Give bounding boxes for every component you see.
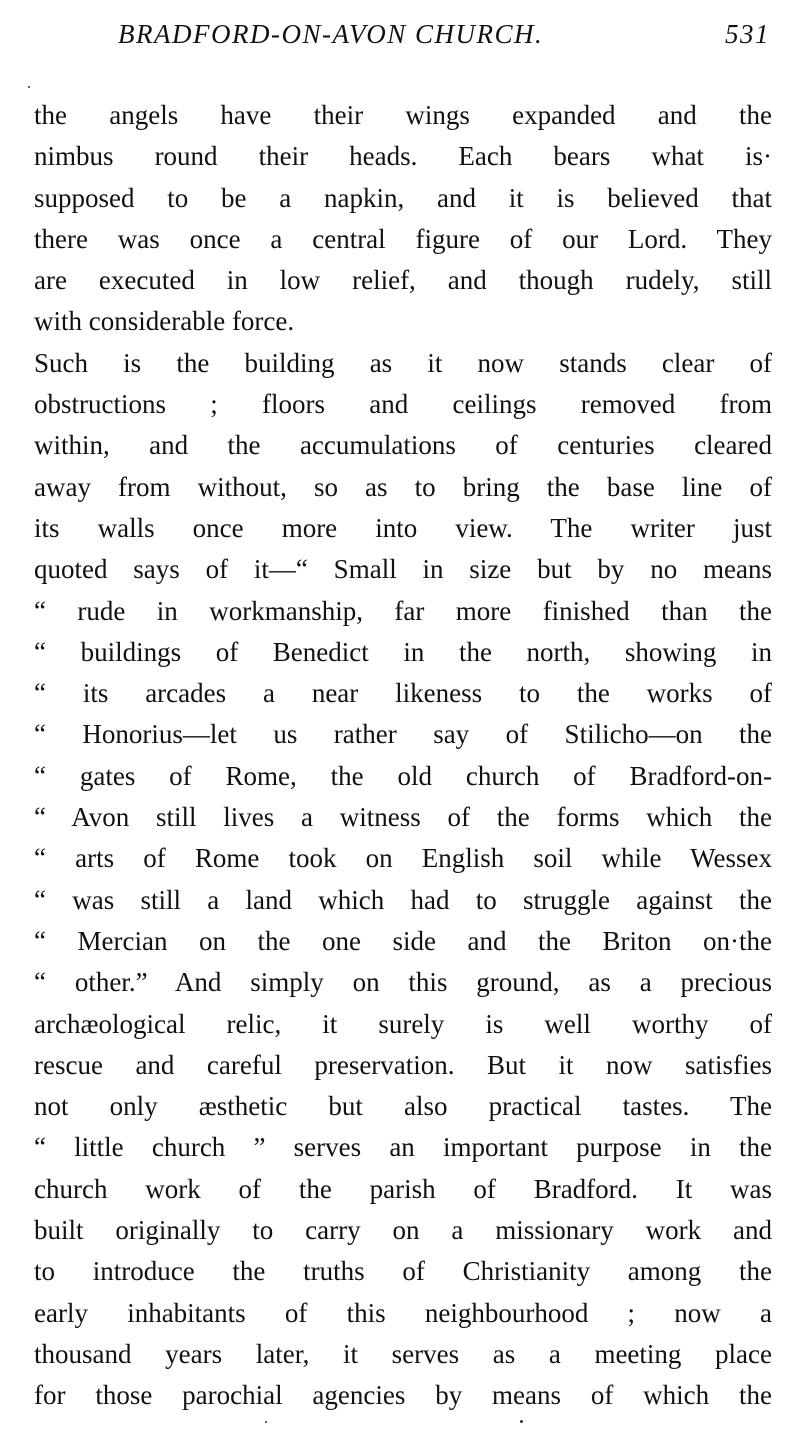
text-line: are executed in low relief, and though rudely, still (34, 265, 772, 296)
text-line: “ buildings of Benedict in the north, showing in (34, 636, 772, 667)
text-line: to introduce the truths of Christianity among the (34, 1256, 772, 1287)
text-line: “ was still a land which had to struggle against the (34, 884, 772, 915)
text-line: “ gates of Rome, the old church of Bradford-on- (34, 760, 772, 791)
text-line: the angels have their wings expanded and the (34, 100, 772, 130)
text-line: rescue and careful preservation. But it now satisfies (34, 1049, 772, 1080)
text-line: church work of the parish of Bradford. It was (34, 1173, 772, 1204)
text-line: Such is the building as it now stands clear of (34, 347, 772, 378)
print-speck (28, 86, 30, 88)
text-line: “ Honorius—let us rather say of Stilicho—on the (34, 719, 772, 750)
text-line: its walls once more into view. The writer just (34, 512, 772, 543)
text-line: “ rude in workmanship, far more finished than the (34, 595, 772, 626)
page-number: 531 (725, 19, 770, 49)
text-line: “ Mercian on the one side and the Briton on·the (34, 925, 772, 956)
text-line: quoted says of it—“ Small in size but by no means (34, 554, 772, 585)
text-line: built originally to carry on a missionary work and (34, 1215, 772, 1246)
paragraph-1 (34, 95, 772, 343)
text-line: thousand years later, it serves as a meeting place (34, 1338, 772, 1369)
running-header (118, 14, 770, 54)
text-line: supposed to be a napkin, and it is believed that (34, 182, 772, 213)
text-line: “ Avon still lives a witness of the forms which the (34, 802, 772, 833)
text-line: for those parochial agencies by means of which the (34, 1380, 772, 1411)
text-line: “ other.” And simply on this ground, as a precious (34, 967, 772, 998)
body-text (34, 95, 772, 1417)
text-line: archæological relic, it surely is well worthy of (34, 1008, 772, 1039)
text-line: within, and the accumulations of centuries cleared (34, 430, 772, 461)
text-line: “ its arcades a near likeness to the works of (34, 678, 772, 709)
text-line: with considerable force. (34, 306, 295, 337)
text-line: “ little church ” serves an important purpose in the (34, 1132, 772, 1163)
print-speck (520, 1420, 523, 1423)
text-line: there was once a central figure of our Lord. They (34, 223, 772, 254)
text-line: “ arts of Rome took on English soil while Wessex (34, 843, 772, 874)
text-line: away from without, so as to bring the base line of (34, 471, 772, 502)
running-title: BRADFORD-ON-AVON CHURCH. (118, 19, 544, 49)
text-line: not only æsthetic but also practical tastes. The (34, 1091, 772, 1122)
text-line: obstructions ; floors and ceilings removed from (34, 389, 772, 420)
print-speck (265, 1421, 267, 1423)
text-line: early inhabitants of this neighbourhood ; now a (34, 1297, 772, 1328)
text-line: nimbus round their heads. Each bears what is· (34, 141, 772, 172)
paragraph-2 (34, 343, 772, 1417)
